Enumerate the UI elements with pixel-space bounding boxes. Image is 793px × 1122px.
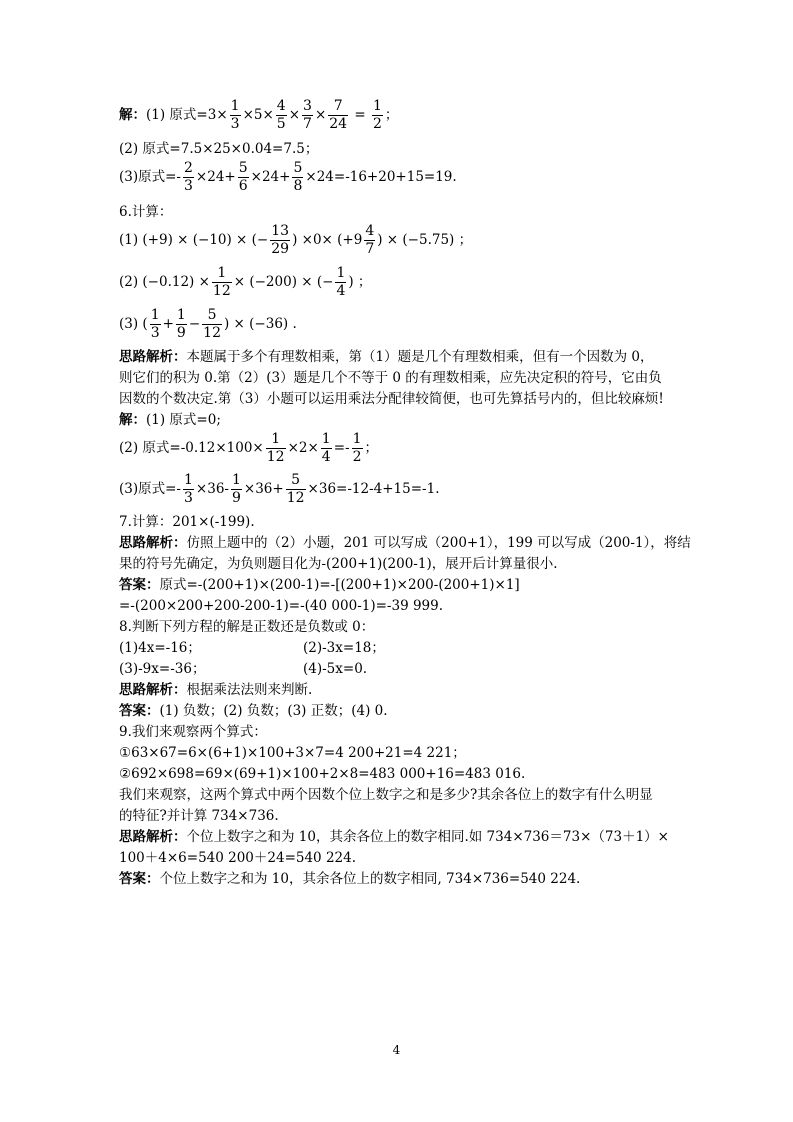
q8-equation-2: (2)-3x=18； xyxy=(303,640,385,656)
q8-equation-1: (1)4x=-16； xyxy=(119,640,201,656)
q7-title: 7.计算：201×(-199). xyxy=(119,514,255,530)
q6-problem-3: (3) ( $\frac{1}{3}$ + $\frac{1}{9}$ − $\frac{5}{12}$ ) × (−36) . xyxy=(119,307,297,341)
q7-answer-line-2: =-(200×200+200-200-1)=-(40 000-1)=-39 999. xyxy=(119,598,444,614)
q9-question-line-2: 的特征?并计算 734×736. xyxy=(119,808,279,824)
q9-answer: 答案：个位上数字之和为 10，其余各位上的数字相同, 734×736=540 224. xyxy=(119,871,581,887)
q8-answer: 答案：(1) 负数；(2) 负数；(3) 正数；(4) 0. xyxy=(119,703,388,719)
q9-analysis-line-2: 100＋4×6=540 200＋24=540 224. xyxy=(119,850,357,866)
q6-problem-2: (2) (−0.12) × $\frac{1}{12}$ × (−200) × (− $\frac{1}{4}$ ) ； xyxy=(119,265,372,299)
q6-analysis-line-2: 则它们的积为 0.第（2）(3）题是几个不等于 0 的有理数相乘，应先决定积的符号，它由负 xyxy=(119,370,662,386)
q9-analysis: 思路解析：个位上数字之和为 10，其余各位上的数字相同.如 734×736＝73×（73＋1）× xyxy=(119,829,669,845)
q6-solution-3: (3)原式=- $\frac{1}{3}$ ×36- $\frac{1}{9}$ ×36+ $\frac{5}{12}$ ×36=-12-4+15=-1. xyxy=(119,472,440,506)
q8-title: 8.判断下列方程的解是正数还是负数或 0： xyxy=(119,619,375,635)
q8-analysis: 思路解析：根据乘法法则来判断. xyxy=(119,682,313,698)
q9-formula-2: ②692×698=69×(69+1)×100+2×8=483 000+16=483 016. xyxy=(119,766,526,782)
q9-question: 我们来观察，这两个算式中两个因数个位上数字之和是多少?其余各位上的数字有什么明显 xyxy=(119,787,653,803)
q5-solution-1: 解：(1) 原式=3× $\frac{1}{3}$ ×5× $\frac{4}{5}$ × $\frac{3}{7}$ × $\frac{7}{24}$ = $\frac{1}{2}$ ； xyxy=(119,98,399,132)
page-number: 4 xyxy=(392,1043,401,1057)
q7-answer: 答案：原式=-(200+1)×(200-1)=-[(200+1)×200-(200+1)×1] xyxy=(119,577,520,593)
q5-solution-2: (2) 原式=7.5×25×0.04=7.5； xyxy=(119,141,319,157)
q6-solution-1: 解：(1) 原式=0; xyxy=(119,412,221,428)
q9-title: 9.我们来观察两个算式： xyxy=(119,724,267,740)
q7-analysis-line-2: 果的符号先确定，为负则题目化为-(200+1)(200-1)，展开后计算量很小. xyxy=(119,556,558,572)
q6-problem-1: (1) (+9) × (−10) × (− $\frac{13}{29}$ ) ×0× (+9 $\frac{4}{7}$ ) × (−5.75) ； xyxy=(119,223,473,257)
q6-analysis: 思路解析：本题属于多个有理数相乘，第（1）题是几个有理数相乘，但有一个因数为 0， xyxy=(119,349,654,365)
q6-solution-2: (2) 原式=-0.12×100× $\frac{1}{12}$ ×2× $\frac{1}{4}$ =- $\frac{1}{2}$ ； xyxy=(119,431,379,465)
q8-equation-3: (3)-9x=-36； xyxy=(119,661,206,677)
q6-analysis-line-3: 因数的个数决定.第（3）小题可以运用乘法分配律较简便，也可先算括号内的，但比较麻烦! xyxy=(119,391,664,407)
q9-formula-1: ①63×67=6×(6+1)×100+3×7=4 200+21=4 221； xyxy=(119,745,466,761)
q5-solution-3: (3)原式=- $\frac{2}{3}$ ×24+ $\frac{5}{6}$ ×24+ $\frac{5}{8}$ ×24=-16+20+15=19. xyxy=(119,160,457,194)
q7-analysis: 思路解析：仿照上题中的（2）小题，201 可以写成（200+1），199 可以写成（200-1），将结 xyxy=(119,535,691,551)
q6-title: 6.计算： xyxy=(119,204,173,220)
q8-equation-4: (4)-5x=0. xyxy=(303,661,368,677)
